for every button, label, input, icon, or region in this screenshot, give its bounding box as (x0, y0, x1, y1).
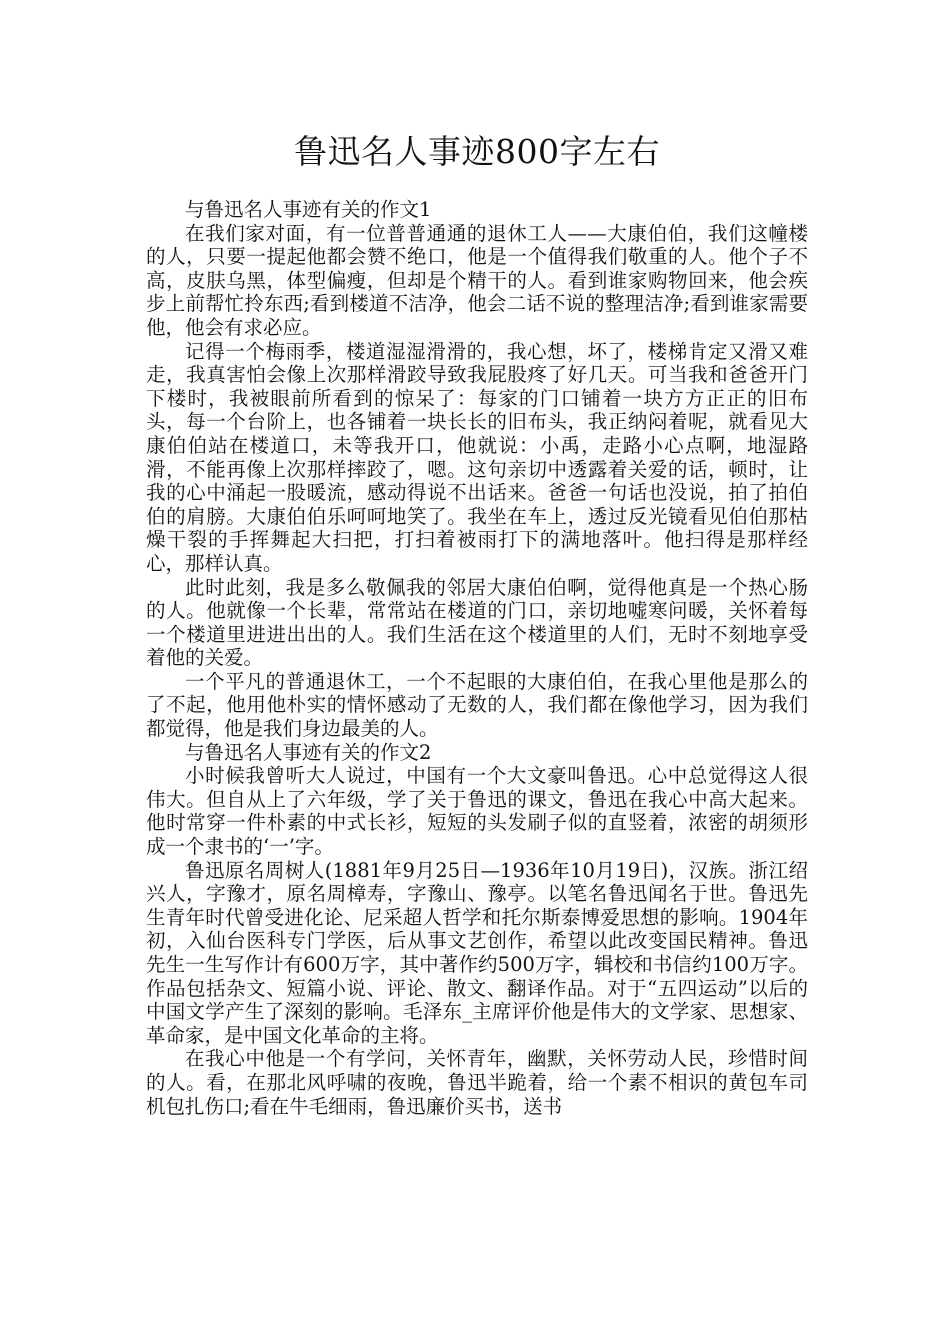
essay-heading-1: 与鲁迅名人事迹有关的作文1 (185, 198, 432, 221)
document-body (146, 198, 808, 1118)
paragraph: 此时此刻，我是多么敬佩我的邻居大康伯伯啊，觉得他真是一个热心肠的人。他就像一个长辈，常常站在楼道的门口，亲切地嘘寒问暖，关怀着每一个楼道里进进出出的人。我们生活在这个楼道里的人们，无时不刻地享受着他的关爱。 (146, 575, 808, 670)
paragraph: 在我们家对面，有一位普普通通的退休工人——大康伯伯，我们这幢楼的人，只要一提起他都会赞不绝口，他是一个值得我们敬重的人。他个子不高，皮肤乌黑，体型偏瘦，但却是个精干的人。看到谁家购物回来，他会疾步上前帮忙拎东西;看到楼道不洁净，他会二话不说的整理洁净;看到谁家需要他，他会有求必应。 (146, 221, 808, 339)
paragraph: 鲁迅原名周树人(1881年9月25日—1936年10月19日)，汉族。浙江绍兴人，字豫才，原名周樟寿，字豫山、豫亭。以笔名鲁迅闻名于世。鲁迅先生青年时代曾受进化论、尼采超人哲学和托尔斯泰博爱思想的影响。1904年初，入仙台医科专门学医，后从事文艺创作，希望以此改变国民精神。鲁迅先生一生写作计有600万字，其中著作约500万字，辑校和书信约100万字。作品包括杂文、短篇小说、评论、散文、翻译作品。对于“五四运动”以后的中国文学产生了深刻的影响。毛泽东_主席评价他是伟大的文学家、思想家、革命家，是中国文化革命的主将。 (146, 858, 808, 1047)
document-page (146, 0, 808, 1344)
paragraph: 一个平凡的普通退休工，一个不起眼的大康伯伯，在我心里他是那么的了不起，他用他朴实的情怀感动了无数的人，我们都在像他学习，因为我们都觉得，他是我们身边最美的人。 (146, 669, 808, 741)
essay-heading-2: 与鲁迅名人事迹有关的作文2 (185, 740, 432, 764)
paragraph: 记得一个梅雨季，楼道湿湿滑滑的，我心想，坏了，楼梯肯定又滑又难走，我真害怕会像上次那样滑跤导致我屁股疼了好几天。可当我和爸爸开门下楼时，我被眼前所看到的惊呆了：每家的门口铺着一块方方正正的旧布头，每一个台阶上，也各铺着一块长长的旧布头，我正纳闷着呢，就看见大康伯伯站在楼道口，未等我开口，他就说：小禹，走路小心点啊，地湿路滑，不能再像上次那样摔跤了，嗯。这句亲切中透露着关爱的话，顿时，让我的心中涌起一股暖流，感动得说不出话来。爸爸一句话也没说，拍了拍伯伯的肩膀。大康伯伯乐呵呵地笑了。我坐在车上，透过反光镜看见伯伯那枯燥干裂的手挥舞起大扫把，打扫着被雨打下的满地落叶。他扫得是那样经心，那样认真。 (146, 339, 808, 575)
document-title: 鲁迅名人事迹800字左右 (294, 132, 660, 171)
paragraph: 小时候我曾听大人说过，中国有一个大文豪叫鲁迅。心中总觉得这人很伟大。但自从上了六年级，学了关于鲁迅的课文，鲁迅在我心中高大起来。他时常穿一件朴素的中式长衫，短短的头发刷子似的直竖着，浓密的胡须形成一个隶书的‘一’字。 (146, 764, 808, 859)
paragraph: 在我心中他是一个有学问，关怀青年，幽默，关怀劳动人民，珍惜时间的人。看，在那北风呼啸的夜晚，鲁迅半跪着，给一个素不相识的黄包车司机包扎伤口;看在牛毛细雨，鲁迅廉价买书，送书 (146, 1047, 808, 1118)
